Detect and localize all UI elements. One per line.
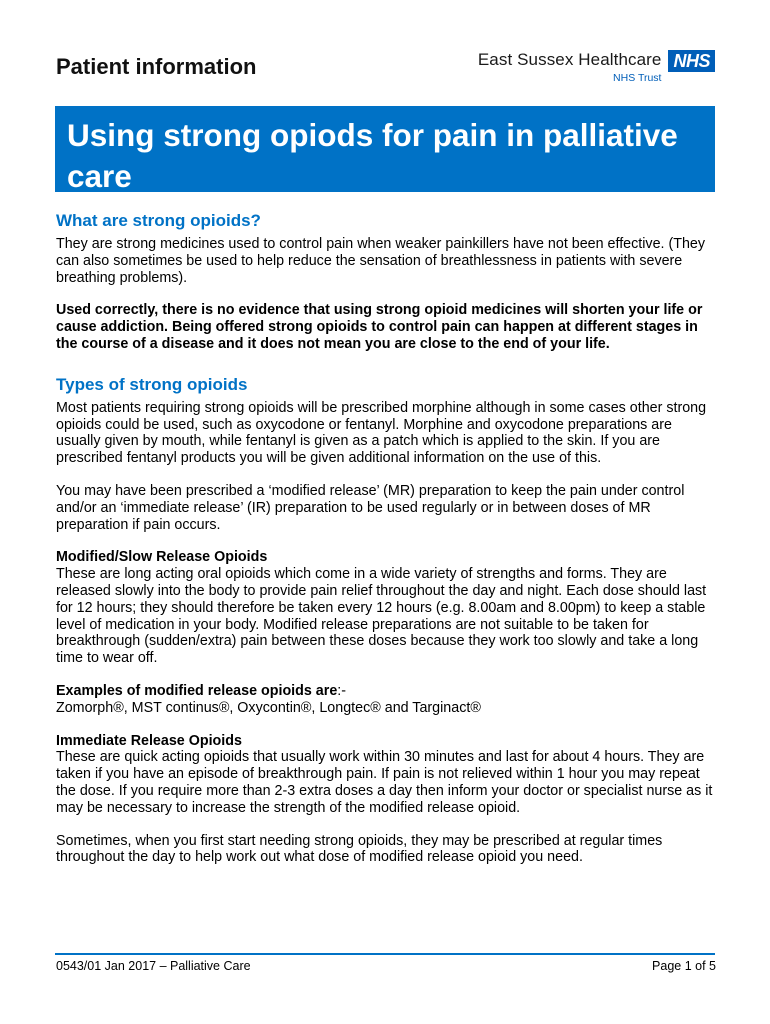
nhs-logo-icon: NHS bbox=[668, 50, 715, 72]
paragraph: These are long acting oral opioids which come in a wide variety of strengths and forms. They are released slowly into the body to provide pain relief throughout the day and night. Each dose should last for 12 hours; they should therefore be taken every 12 hours (e.g. 8.00am and 8.00pm) to keep a stable level of medication in your body. Modified release preparations are not suitable to be taken for breakthrough (sudden/extra) pain between these doses because they work too slowly and take a long time to wear off. bbox=[56, 566, 707, 667]
subheading-immediate-release: Immediate Release Opioids bbox=[56, 732, 242, 749]
document-title: Using strong opiods for pain in palliative care bbox=[67, 117, 678, 194]
bold-paragraph: Used correctly, there is no evidence that using strong opioid medicines will shorten your life or cause addiction. Being offered strong opioids to control pain can happen at different stages in the course of a disease and it does not mean you are close to the end of your life. bbox=[56, 302, 703, 352]
subheading-modified-release: Modified/Slow Release Opioids bbox=[56, 549, 268, 566]
examples-suffix: :- bbox=[337, 682, 347, 699]
paragraph: These are quick acting opioids that usually work within 30 minutes and last for about 4 hours. They are taken if you have an episode of breakthrough pain. If pain is not relieved within 1 hour you may repeat the dose. If you require more than 2-3 extra doses a day then inform your doctor or specialist nurse as it may be necessary to increase the strength of the modified release opioid. bbox=[56, 749, 713, 816]
paragraph: Most patients requiring strong opioids will be prescribed morphine although in some cases other strong opioids could be used, such as oxycodone or fentanyl. Morphine and oxycodone preparations are usually given by mouth, while fentanyl is given as a patch which is applied to the skin. If you are prescribed fentanyl products you will be given additional information on the use of this. bbox=[56, 399, 707, 467]
examples-block bbox=[56, 683, 718, 717]
page-footer bbox=[56, 959, 716, 973]
section-heading-types: Types of strong opioids bbox=[56, 374, 248, 394]
organisation-name: East Sussex Healthcare bbox=[477, 50, 662, 69]
paragraph: Sometimes, when you first start needing strong opioids, they may be prescribed at regular times throughout the day to help work out what dose of modified release opioid you need. bbox=[56, 832, 663, 866]
paragraph: You may have been prescribed a ‘modified release’ (MR) preparation to keep the pain under control and/or an ‘immediate release’ (IR) preparation to be used regularly or in between doses of MR preparation if pain occurs. bbox=[56, 482, 685, 533]
paragraph: They are strong medicines used to control pain when weaker painkillers have not been effective. (They can also sometimes be used to help reduce the sensation of breathlessness in patients with severe breathing problems). bbox=[56, 236, 706, 286]
page-header-label: Patient information bbox=[56, 54, 257, 79]
examples-label: Examples of modified release opioids are bbox=[56, 682, 338, 699]
page-number: Page 1 of 5 bbox=[652, 959, 716, 973]
organisation-logo bbox=[478, 50, 715, 84]
section-heading-what: What are strong opioids? bbox=[56, 211, 261, 230]
document-body bbox=[56, 211, 718, 882]
footer-reference: 0543/01 Jan 2017 – Palliative Care bbox=[56, 959, 251, 973]
title-banner bbox=[55, 106, 715, 192]
footer-divider bbox=[55, 953, 715, 955]
examples-list: Zomorph®, MST continus®, Oxycontin®, Longtec® and Targinact® bbox=[56, 699, 481, 716]
organisation-subtitle: NHS Trust bbox=[613, 72, 662, 84]
organisation-text bbox=[478, 50, 662, 84]
